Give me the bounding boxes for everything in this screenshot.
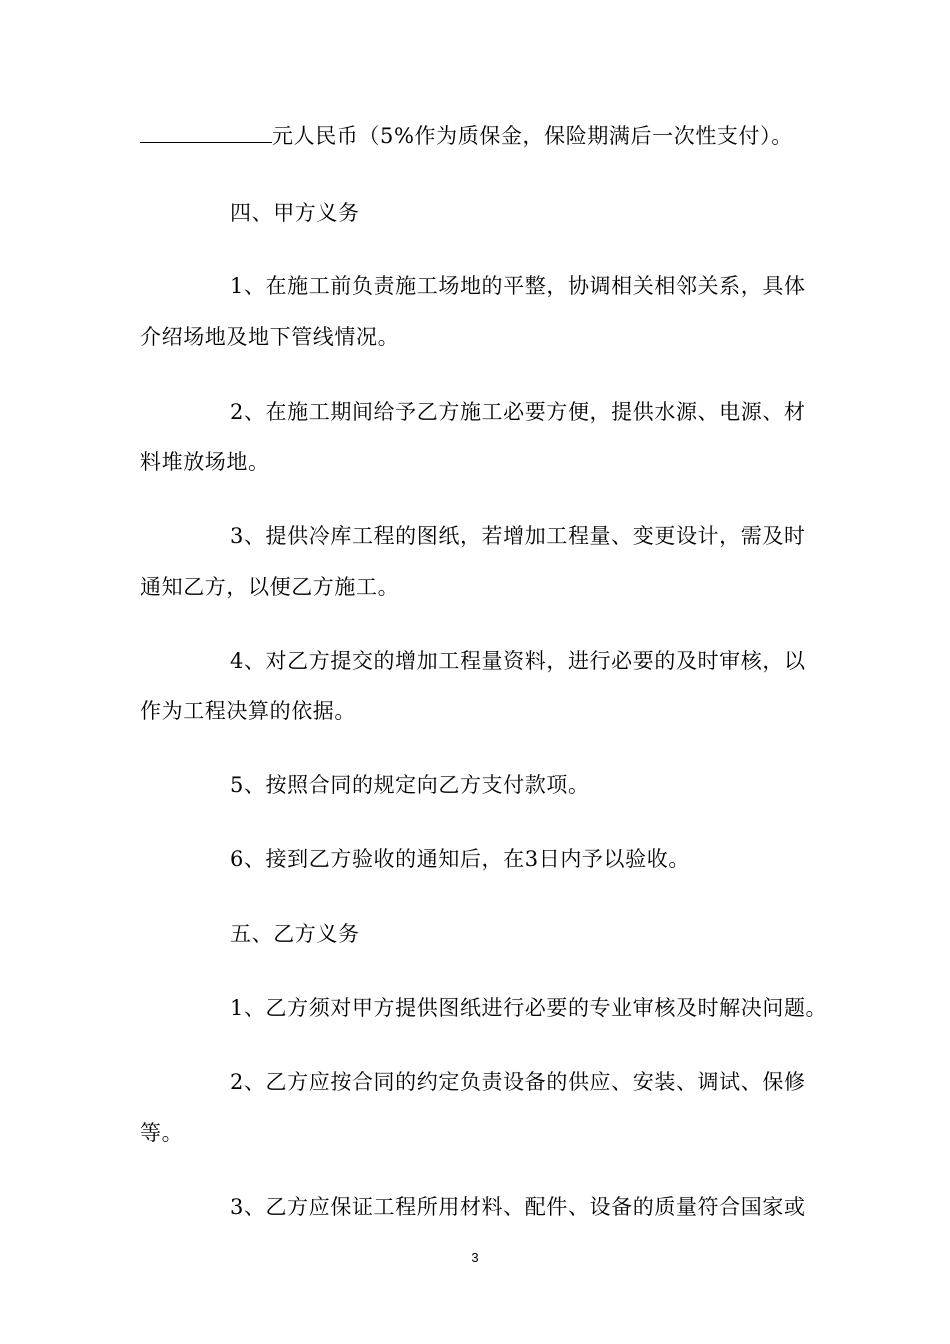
- b-item-2-line-2: 等。: [140, 1121, 184, 1145]
- a-item-6: 6、接到乙方验收的通知后，在3日内予以验收。: [230, 847, 690, 871]
- a-item-5: 5、按照合同的规定向乙方支付款项。: [230, 773, 590, 797]
- section-four-heading: 四、甲方义务: [230, 201, 360, 225]
- a-item-4-line-2: 作为工程决算的依据。: [140, 699, 356, 723]
- page-number: 3: [471, 1250, 479, 1265]
- b-item-3-line-1: 3、乙方应保证工程所用材料、配件、设备的质量符合国家或: [230, 1195, 806, 1219]
- b-item-2-line-1: 2、乙方应按合同的约定负责设备的供应、安装、调试、保修: [230, 1070, 806, 1094]
- a-item-1-line-2: 介绍场地及地下管线情况。: [140, 325, 400, 349]
- a-item-3-line-1: 3、提供冷库工程的图纸，若增加工程量、变更设计，需及时: [230, 524, 806, 548]
- a-item-2-line-2: 料堆放场地。: [140, 450, 270, 474]
- a-item-3-line-2: 通知乙方，以便乙方施工。: [140, 575, 400, 599]
- payment-line: [140, 121, 793, 151]
- section-five-heading: 五、乙方义务: [230, 922, 360, 946]
- fill-in-blank: [140, 122, 272, 143]
- a-item-2-line-1: 2、在施工期间给予乙方施工必要方便，提供水源、电源、材: [230, 400, 806, 424]
- a-item-1-line-1: 1、在施工前负责施工场地的平整，协调相关相邻关系，具体: [230, 274, 806, 298]
- payment-text: 元人民币（5%作为质保金，保险期满后一次性支付）。: [272, 124, 793, 148]
- a-item-4-line-1: 4、对乙方提交的增加工程量资料，进行必要的及时审核，以: [230, 649, 806, 673]
- b-item-1: 1、乙方须对甲方提供图纸进行必要的专业审核及时解决问题。: [230, 996, 828, 1020]
